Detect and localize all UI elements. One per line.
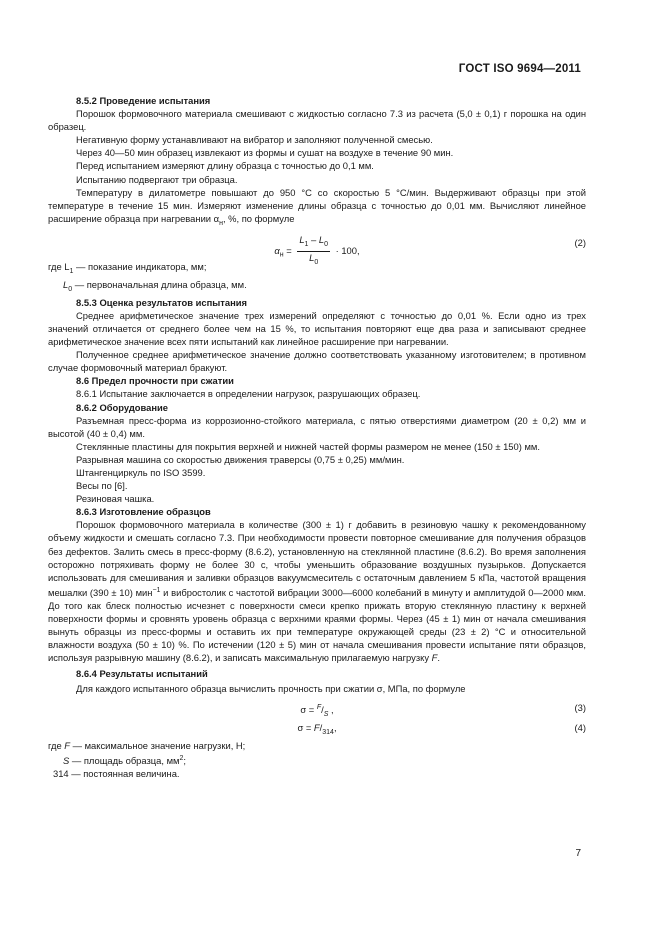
heading-8-6-4: 8.6.4 Результаты испытаний (76, 667, 208, 679)
paragraph: Порошок формовочного материала смешивают с жидкостью согласно 7.3 из расчета (5,0 ± 0,1) г порошка на один образец. (48, 108, 586, 133)
formula-symbol: S (323, 710, 329, 718)
text-run: — максимальное значение нагрузки, Н; (70, 739, 246, 751)
formula-symbol: F (431, 652, 438, 664)
paragraph: Стеклянные пластины для покрытия верхней и нижней частей формы размером не менее (150 ± 150) мм. (76, 440, 540, 452)
paragraph: Для каждого испытанного образца вычислить прочность при сжатии σ, МПа, по формуле (76, 682, 466, 694)
formula-number: (2) (574, 236, 586, 248)
paragraph: Перед испытанием измеряют длину образца с точностью до 0,1 мм. (76, 160, 374, 172)
formula-symbol: F (64, 739, 71, 751)
fraction-denominator (297, 252, 330, 269)
superscript: −1 (152, 586, 161, 594)
formula-symbol: , (333, 721, 337, 733)
heading-8-6-3: 8.6.3 Изготовление образцов (76, 506, 211, 518)
formula-symbol: L (299, 233, 305, 245)
text-run: где (48, 739, 65, 751)
legend-line: 314 — постоянная величина. (53, 768, 180, 779)
legend-line (48, 739, 586, 752)
heading-8-6: 8.6 Предел прочности при сжатии (76, 375, 234, 387)
subscript: 314 (322, 728, 334, 736)
paragraph: Штангенциркуль по ISO 3599. (76, 466, 206, 478)
paragraph: Весы по [6]. (76, 480, 128, 492)
text-run: и вибростолик с частотой вибрации 3000—6000 колебаний в минуту и амплитудой 0—2000 мкм. До того как блеск полностью исчезнет с поверхности смеси крепко прижать вторую стеклянную пластину к верхней поверхности формы и сровнять уровень образца с верхними краями формы. Через (45 ± 1) мин от начала смешивания вынуть образцы из пресс-формы и оставить их при температуре окружающей среды (23 ± 2) °С и относительной влажности воздуха (50 ± 10) %. По истечении (120 ± 5) мин от начала смешивания провести испытание пяти образцов, используя разрывную машину (8.6.2), и записать максимальную прилагаемую нагрузку (48, 586, 586, 664)
text-run: ; (183, 754, 187, 766)
paragraph: Разъемная пресс-форма из коррозионно-стойкого материала, с пятью отверстиями диаметром (20 ± 0,2) мм и высотой (40 ± 0,4) мм. (48, 414, 586, 439)
formula-symbol: σ = (297, 721, 314, 733)
fraction-numerator (297, 234, 330, 252)
formula-symbol: F (313, 721, 320, 733)
subscript: 1 (69, 267, 74, 275)
paragraph: Через 40—50 мин образец извлекают из формы и сушат на воздухе в течение 90 мин. (76, 147, 454, 159)
paragraph (48, 186, 586, 230)
formula-symbol: σ = (300, 703, 317, 715)
formula-symbol: S (63, 754, 70, 766)
paragraph: Испытанию подвергают три образца. (76, 173, 238, 185)
subscript: н (219, 219, 223, 227)
paragraph: Полученное среднее арифметическое значение должно соответствовать указанному изготовителем; в противном случае формовочный материал бракуют. (48, 349, 586, 374)
paragraph: 8.6.1 Испытание заключается в определении нагрузок, разрушающих образец. (76, 388, 421, 400)
text-run: — первоначальная длина образца, мм. (72, 278, 247, 290)
paragraph: Разрывная машина со скоростью движения траверсы (0,75 ± 0,25) мм/мин. (76, 453, 405, 465)
formula-symbol: F (316, 703, 322, 711)
subscript: 0 (68, 285, 73, 293)
page-number: 7 (575, 848, 581, 859)
formula-symbol: α (274, 244, 280, 256)
fraction (297, 234, 330, 269)
text-run: , %, по формуле (222, 212, 295, 224)
formula-symbol: L (63, 278, 69, 290)
formula-number: (3) (574, 701, 586, 713)
subscript: 0 (324, 240, 328, 248)
page-header: ГОСТ ISO 9694—2011 (458, 63, 581, 75)
text-run: где L (48, 260, 70, 272)
heading-8-6-2: 8.6.2 Оборудование (76, 401, 169, 413)
legend-line (48, 278, 586, 296)
legend-line (48, 752, 586, 767)
text-run: Температуру в дилатометре повышают до 950 °С со скоростью 5 °С/мин. Выдерживают образцы при этой температуре в течение 15 мин. Измеряют изменение длины образца с точностью до 0,01 мм. Вычисляют линейное расширение образца при нагревании α (48, 186, 586, 224)
formula-3 (48, 695, 586, 717)
document-body (48, 94, 586, 780)
paragraph: Негативную форму устанавливают на вибратор и заполняют полученной смесью. (76, 134, 433, 146)
superscript: 2 (179, 754, 184, 762)
paragraph: Резиновая чашка. (76, 493, 155, 505)
paragraph: Среднее арифметическое значение трех измерений определяют с точностью до 0,01 %. Если одно из трех значений отличается от среднего более чем на 15 %, то испытания повторяют еще два раза и записывают среднее арифметическое значение всех пяти испытаний как линейное расширение при нагревании. (48, 309, 586, 348)
heading-8-5-3: 8.5.3 Оценка результатов испытания (76, 296, 247, 308)
subscript: н (279, 251, 284, 259)
text-run: . (437, 652, 440, 664)
text-run: Порошок формовочного материала в количестве (300 ± 1) г добавить в резиновую чашку к рекомендованному объему жидкости и смешать согласно 7.3. При необходимости провести повторное смешивание для получения образцов без дефектов. Залить смесь в пресс-форму (8.6.2), установленную на стеклянной пластине (8.6.2). Во время заполнения осторожно потряхивать форму не более 30 с, чтобы уменьшить образование воздушных пузырьков. Допускается использовать для смешивания и заливки образцов вакуумсмеситель с остаточным давлением 5 кПа, частотой вращения мешалки (390 ± 10) мин (48, 519, 586, 598)
formula-4 (48, 717, 586, 739)
formula-symbol: L (309, 251, 315, 263)
subscript: 0 (314, 258, 319, 266)
formula-symbol: = (283, 244, 295, 256)
paragraph (48, 518, 586, 664)
text-run: — показание индикатора, мм; (73, 260, 207, 272)
heading-8-5-2: 8.5.2 Проведение испытания (76, 95, 211, 106)
formula-number: (4) (574, 721, 586, 733)
formula-symbol: / (321, 703, 324, 715)
subscript: 1 (304, 240, 309, 248)
formula-symbol: · 100, (333, 244, 360, 256)
formula-symbol: , (328, 703, 334, 715)
formula-symbol: – L (308, 233, 325, 245)
text-run: — площадь образца, мм (69, 754, 180, 766)
formula-symbol: / (319, 721, 323, 733)
